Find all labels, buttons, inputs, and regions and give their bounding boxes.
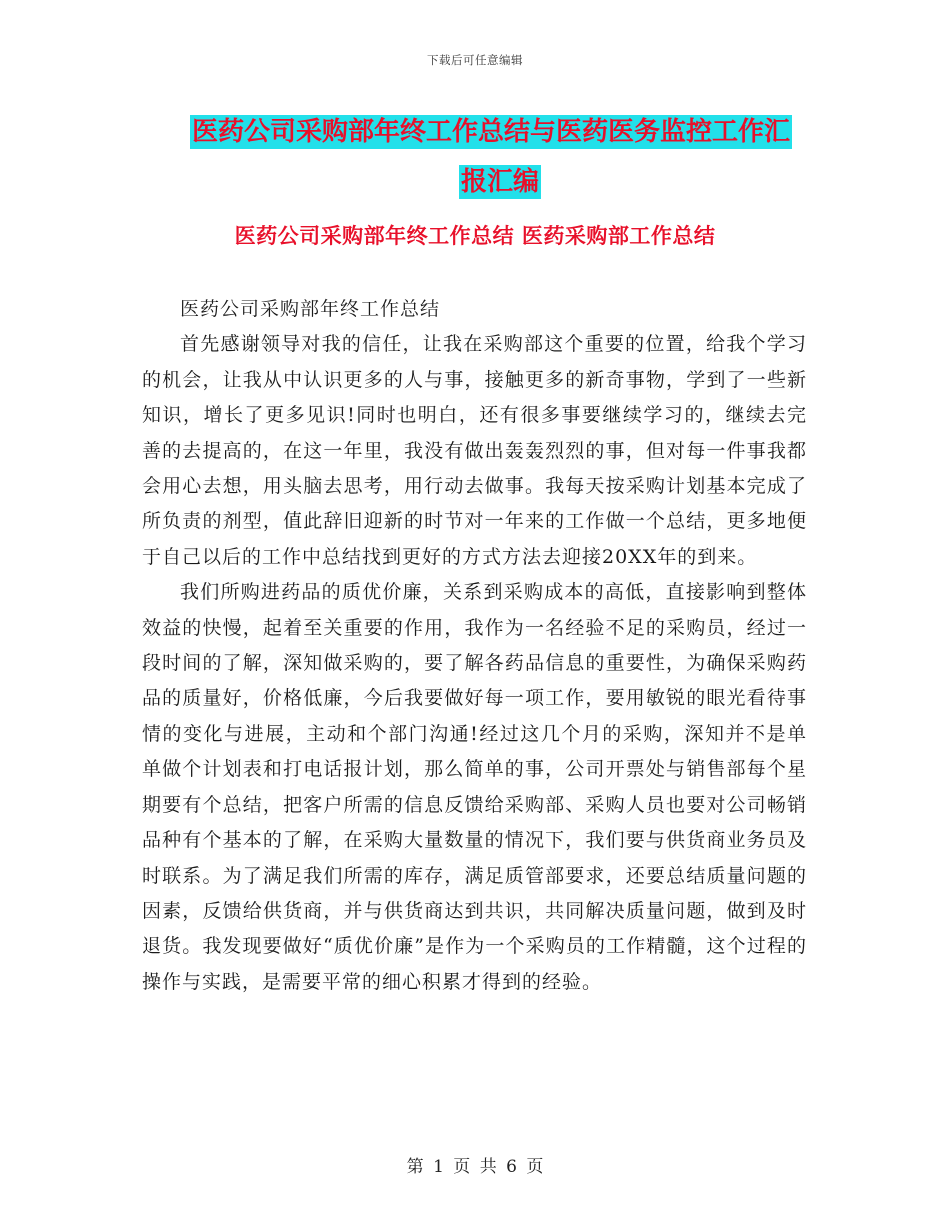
- paragraph-1: 首先感谢领导对我的信任，让我在采购部这个重要的位置，给我个学习的机会，让我从中认识更多的人与事，接触更多的新奇事物，学到了一些新知识，增长了更多见识!同时也明白，还有很多事要继续学习的，继续去完善的去提高的，在这一年里，我没有做出轰轰烈烈的事，但对每一件事我都会用心去想，用头脑去思考，用行动去做事。我每天按采购计划基本完成了所负责的剂型，值此辞旧迎新的时节对一年来的工作做一个总结，更多地便于自己以后的工作中总结找到更好的方式方法去迎接20XX年的到来。: [142, 333, 807, 568]
- header-note: 下载后可任意编辑: [427, 53, 523, 67]
- title-line-2: 报汇编: [460, 167, 539, 197]
- document-title: [190, 108, 810, 206]
- paragraph-2: 我们所购进药品的质优价廉，关系到采购成本的高低，直接影响到整体效益的快慢，起着至关重要的作用，我作为一名经验不足的采购员，经过一段时间的了解，深知做采购的，要了解各药品信息的重要性，为确保采购药品的质量好，价格低廉，今后我要做好每一项工作，要用敏锐的眼光看待事情的变化与进展，主动和个部门沟通!经过这几个月的采购，深知并不是单单做个计划表和打电话报计划，那么简单的事，公司开票处与销售部每个星期要有个总结，把客户所需的信息反馈给采购部、采购人员也要对公司畅销品种有个基本的了解，在采购大量数量的情况下，我们要与供货商业务员及时联系。为了满足我们所需的库存，满足质管部要求，还要总结质量问题的因素，反馈给供货商，并与供货商达到共识，共同解决质量问题，做到及时退货。我发现要做好“质优价廉”是作为一个采购员的工作精髓，这个过程的操作与实践，是需要平常的细心积累才得到的经验。: [142, 581, 807, 993]
- page-footer: 第 1 页 共 6 页: [406, 1157, 544, 1177]
- section-heading: 医药公司采购部年终工作总结 医药采购部工作总结: [234, 224, 716, 248]
- body-subtitle: 医药公司采购部年终工作总结: [180, 298, 441, 320]
- title-line-1: 医药公司采购部年终工作总结与医药医务监控工作汇: [192, 117, 791, 147]
- body-text: [142, 292, 807, 1000]
